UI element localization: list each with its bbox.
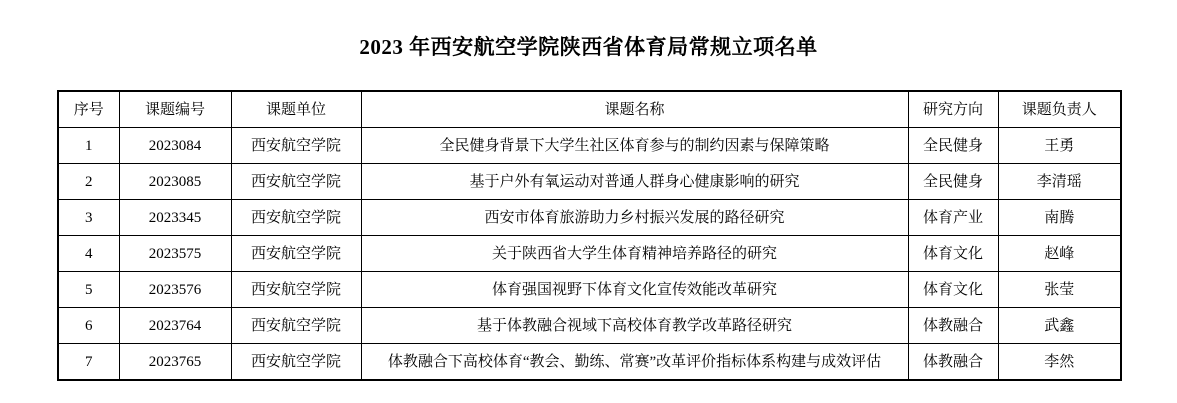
project-id-cell: 2023084	[119, 128, 231, 164]
serial-cell: 2	[58, 164, 119, 200]
table-row	[58, 128, 1121, 164]
unit-cell: 西安航空学院	[231, 164, 361, 200]
project-title-cell: 体育强国视野下体育文化宣传效能改革研究	[361, 272, 908, 308]
unit-cell: 西安航空学院	[231, 128, 361, 164]
serial-cell: 3	[58, 200, 119, 236]
direction-cell: 体教融合	[908, 308, 998, 344]
direction-cell: 体育产业	[908, 200, 998, 236]
unit-cell: 西安航空学院	[231, 344, 361, 381]
table-row	[58, 236, 1121, 272]
serial-cell: 1	[58, 128, 119, 164]
page-title: 2023 年西安航空学院陕西省体育局常规立项名单	[359, 35, 818, 59]
project-id-cell: 2023764	[119, 308, 231, 344]
projects-table	[57, 90, 1122, 381]
column-header-project-title: 课题名称	[361, 91, 908, 128]
direction-cell: 体育文化	[908, 236, 998, 272]
column-header-project-id: 课题编号	[119, 91, 231, 128]
project-title-cell: 关于陕西省大学生体育精神培养路径的研究	[361, 236, 908, 272]
unit-cell: 西安航空学院	[231, 308, 361, 344]
leader-cell: 李清瑶	[998, 164, 1121, 200]
unit-cell: 西安航空学院	[231, 272, 361, 308]
serial-cell: 4	[58, 236, 119, 272]
project-id-cell: 2023765	[119, 344, 231, 381]
leader-cell: 南腾	[998, 200, 1121, 236]
project-id-cell: 2023345	[119, 200, 231, 236]
project-title-cell: 全民健身背景下大学生社区体育参与的制约因素与保障策略	[361, 128, 908, 164]
table-row	[58, 272, 1121, 308]
direction-cell: 体教融合	[908, 344, 998, 381]
column-header-direction: 研究方向	[908, 91, 998, 128]
direction-cell: 全民健身	[908, 128, 998, 164]
table-row	[58, 344, 1121, 381]
table-row	[58, 164, 1121, 200]
column-header-unit: 课题单位	[231, 91, 361, 128]
direction-cell: 全民健身	[908, 164, 998, 200]
unit-cell: 西安航空学院	[231, 236, 361, 272]
project-id-cell: 2023575	[119, 236, 231, 272]
unit-cell: 西安航空学院	[231, 200, 361, 236]
project-id-cell: 2023085	[119, 164, 231, 200]
leader-cell: 王勇	[998, 128, 1121, 164]
project-title-cell: 基于体教融合视域下高校体育教学改革路径研究	[361, 308, 908, 344]
column-header-leader: 课题负责人	[998, 91, 1121, 128]
leader-cell: 李然	[998, 344, 1121, 381]
serial-cell: 6	[58, 308, 119, 344]
project-id-cell: 2023576	[119, 272, 231, 308]
column-header-serial: 序号	[58, 91, 119, 128]
project-title-cell: 西安市体育旅游助力乡村振兴发展的路径研究	[361, 200, 908, 236]
table-row	[58, 200, 1121, 236]
table-row	[58, 308, 1121, 344]
table-header-row	[58, 91, 1121, 128]
project-title-cell: 基于户外有氧运动对普通人群身心健康影响的研究	[361, 164, 908, 200]
serial-cell: 7	[58, 344, 119, 381]
leader-cell: 张莹	[998, 272, 1121, 308]
direction-cell: 体育文化	[908, 272, 998, 308]
leader-cell: 武鑫	[998, 308, 1121, 344]
leader-cell: 赵峰	[998, 236, 1121, 272]
serial-cell: 5	[58, 272, 119, 308]
project-title-cell: 体教融合下高校体育“教会、勤练、常赛”改革评价指标体系构建与成效评估	[361, 344, 908, 381]
